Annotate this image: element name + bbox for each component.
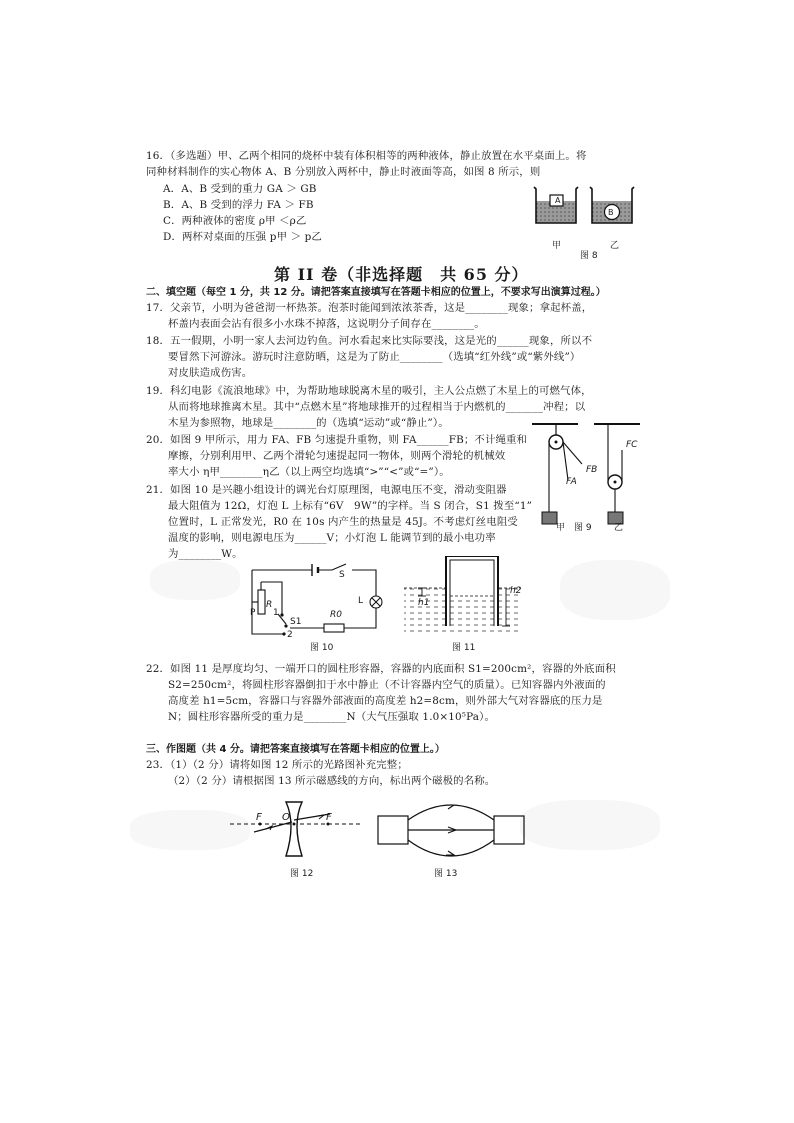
fig8-caption: 图 8 [580, 251, 598, 261]
scan-stain [560, 560, 670, 620]
fig9-right-label: 乙 [614, 523, 624, 533]
fig10-label-s1: S1 [290, 617, 302, 627]
q23-line-2: （2）（2 分）请根据图 13 所示磁感线的方向，标出两个磁极的名称。 [168, 775, 496, 787]
fig9-label-fa: FA [566, 477, 577, 487]
q20-line-1: 20．如图 9 甲所示，用力 FA、FB 匀速提升重物，则 FA______FB；不计绳重和 [146, 434, 528, 446]
fig8-label-a: A [555, 196, 561, 205]
q21-line-3: 位置时，L 正常发光，R0 在 10s 内产生的热量是 45J。不考虑灯丝电阻受 [168, 516, 518, 528]
q18-line-3: 对皮肤造成伤害。 [168, 367, 253, 379]
q19-line-3: 木星为参照物，地球是________的（选填“运动”或“静止”）。 [168, 417, 449, 429]
q17-line-1: 17．父亲节，小明为爸爸沏一杯热茶。泡茶时能闻到浓浓茶香，这是________现象；拿起杯盖， [146, 302, 593, 314]
fig10-label-2: 2 [287, 630, 293, 640]
fig10-label-s: S [339, 570, 345, 580]
fixed-pulley-jia [542, 424, 582, 524]
fig10-label-l: L [358, 596, 364, 606]
scan-stain [150, 560, 240, 600]
q16-option-d: D．两杯对桌面的压强 p甲 ＞ p乙 [163, 231, 322, 243]
q16-line-2: 同种材料制作的实心物体 A、B 分别放入两杯中，静止时液面等高，如图 8 所示，则 [146, 166, 541, 178]
q22-line-1: 22．如图 11 是厚度均匀、一端开口的圆柱形容器，容器的内底面积 S1=200cm²，容器的外底面积 [146, 663, 616, 675]
fig8-right-label: 乙 [610, 241, 620, 251]
fig9-label-fb: FB [586, 465, 598, 475]
fig9-left-label: 甲 [556, 523, 566, 533]
q18-line-2: 要冒然下河游泳。游玩时注意防晒，这是为了防止________（选填“红外线”或“紫外线”） [168, 351, 581, 363]
q21-line-4: 温度的影响，则电源电压为______V；小灯泡 L 能调节到的最小电功率 [168, 532, 496, 544]
fig9-caption: 图 9 [574, 523, 592, 533]
q20-line-2: 摩擦，分别利用甲、乙两个滑轮匀速提起同一物体，则两个滑轮的机械效 [168, 450, 506, 462]
fig13-caption: 图 13 [434, 869, 458, 879]
q16-line-1: 16．（多选题）甲、乙两个相同的烧杯中装有体积相等的两种液体，静止放置在水平桌面上。将 [146, 150, 587, 162]
q16-option-a: A．A、B 受到的重力 GA ＞ GB [163, 183, 317, 195]
section-ii-title: 第 II 卷（非选择题 共 65 分） [274, 265, 529, 284]
fig12-label-f-right: F [326, 812, 332, 823]
q22-line-4: N；圆柱形容器所受的重力是________N（大气压强取 1.0×10⁵Pa）。 [168, 711, 495, 723]
section-2-header: 二、填空题（每空 1 分，共 12 分。请把答案直接填写在答题卡相应的位置上，不要求写出演算过程。） [146, 287, 606, 298]
q21-line-1: 21．如图 10 是兴趣小组设计的调光台灯原理图，电源电压不变，滑动变阻器 [146, 484, 507, 496]
q21-line-5: 为________W。 [168, 548, 243, 560]
beaker-yi [590, 187, 634, 223]
q19-line-1: 19．科幻电影《流浪地球》中，为帮助地球脱离木星的吸引，主人公点燃了木星上的可燃气体， [146, 385, 592, 397]
fig10-label-1: 1 [273, 608, 279, 618]
q17-line-2: 杯盖内表面会沾有很多小水珠不掉落，这说明分子间存在________。 [168, 318, 485, 330]
q22-line-2: S2=250cm²，将圆柱形容器倒扣于水中静止（不计容器内空气的质量）。已知容器内外液面的 [168, 679, 606, 691]
figure-10-circuit [240, 560, 390, 644]
scan-stain [520, 800, 660, 850]
q18-line-1: 18．五一假期，小明一家人去河边钓鱼。河水看起来比实际要浅，这是光的______现象，所以不 [146, 335, 593, 347]
q23-line-1: 23．（1）（2 分）请将如图 12 所示的光路图补充完整； [146, 759, 408, 771]
fig8-left-label: 甲 [552, 241, 562, 251]
q16-option-c: C．两种液体的密度 ρ甲 ＜ρ乙 [163, 215, 307, 227]
beaker-jia [534, 187, 578, 223]
magnet-right [494, 816, 524, 844]
fig12-label-f-left: F [256, 812, 262, 823]
magnet-left [378, 816, 408, 844]
fig12-caption: 图 12 [290, 869, 314, 879]
fig10-label-r0: R0 [330, 610, 342, 620]
fig9-label-fc: FC [626, 440, 638, 450]
fig10-label-p: P [250, 608, 256, 618]
q19-line-2: 从而将地球推离木星。其中“点燃木星”将地球推开的过程相当于内燃机的_______冲程；以 [168, 401, 586, 413]
fig11-caption: 图 11 [452, 643, 476, 653]
q16-option-b: B．A、B 受到的浮力 FA ＞ FB [163, 199, 314, 211]
fig11-label-h1: h1 [418, 598, 430, 608]
q20-line-3: 率大小 η甲________η乙（以上两空均选填“>”“<”或“=”）。 [168, 466, 450, 478]
figure-13-field-lines [376, 800, 526, 862]
fig10-label-r: R [266, 600, 273, 610]
fig11-label-h2: h2 [510, 586, 522, 596]
q21-line-2: 最大阻值为 12Ω，灯泡 L 上标有“6V 9W”的字样。当 S 闭合，S1 拨至“1” [168, 500, 533, 512]
movable-pulley-yi [608, 424, 623, 524]
fig8-label-b: B [608, 208, 614, 217]
figure-12-concave-lens [230, 800, 360, 862]
q22-line-3: 高度差 h1=5cm，容器口与容器外部液面的高度差 h2=8cm，则外部大气对容器底的压力是 [168, 695, 603, 707]
fig12-label-o: O [282, 812, 290, 823]
section-3-header: 三、作图题（共 4 分。请把答案直接填写在答题卡相应的位置上。） [146, 744, 445, 755]
fig10-caption: 图 10 [310, 643, 334, 653]
